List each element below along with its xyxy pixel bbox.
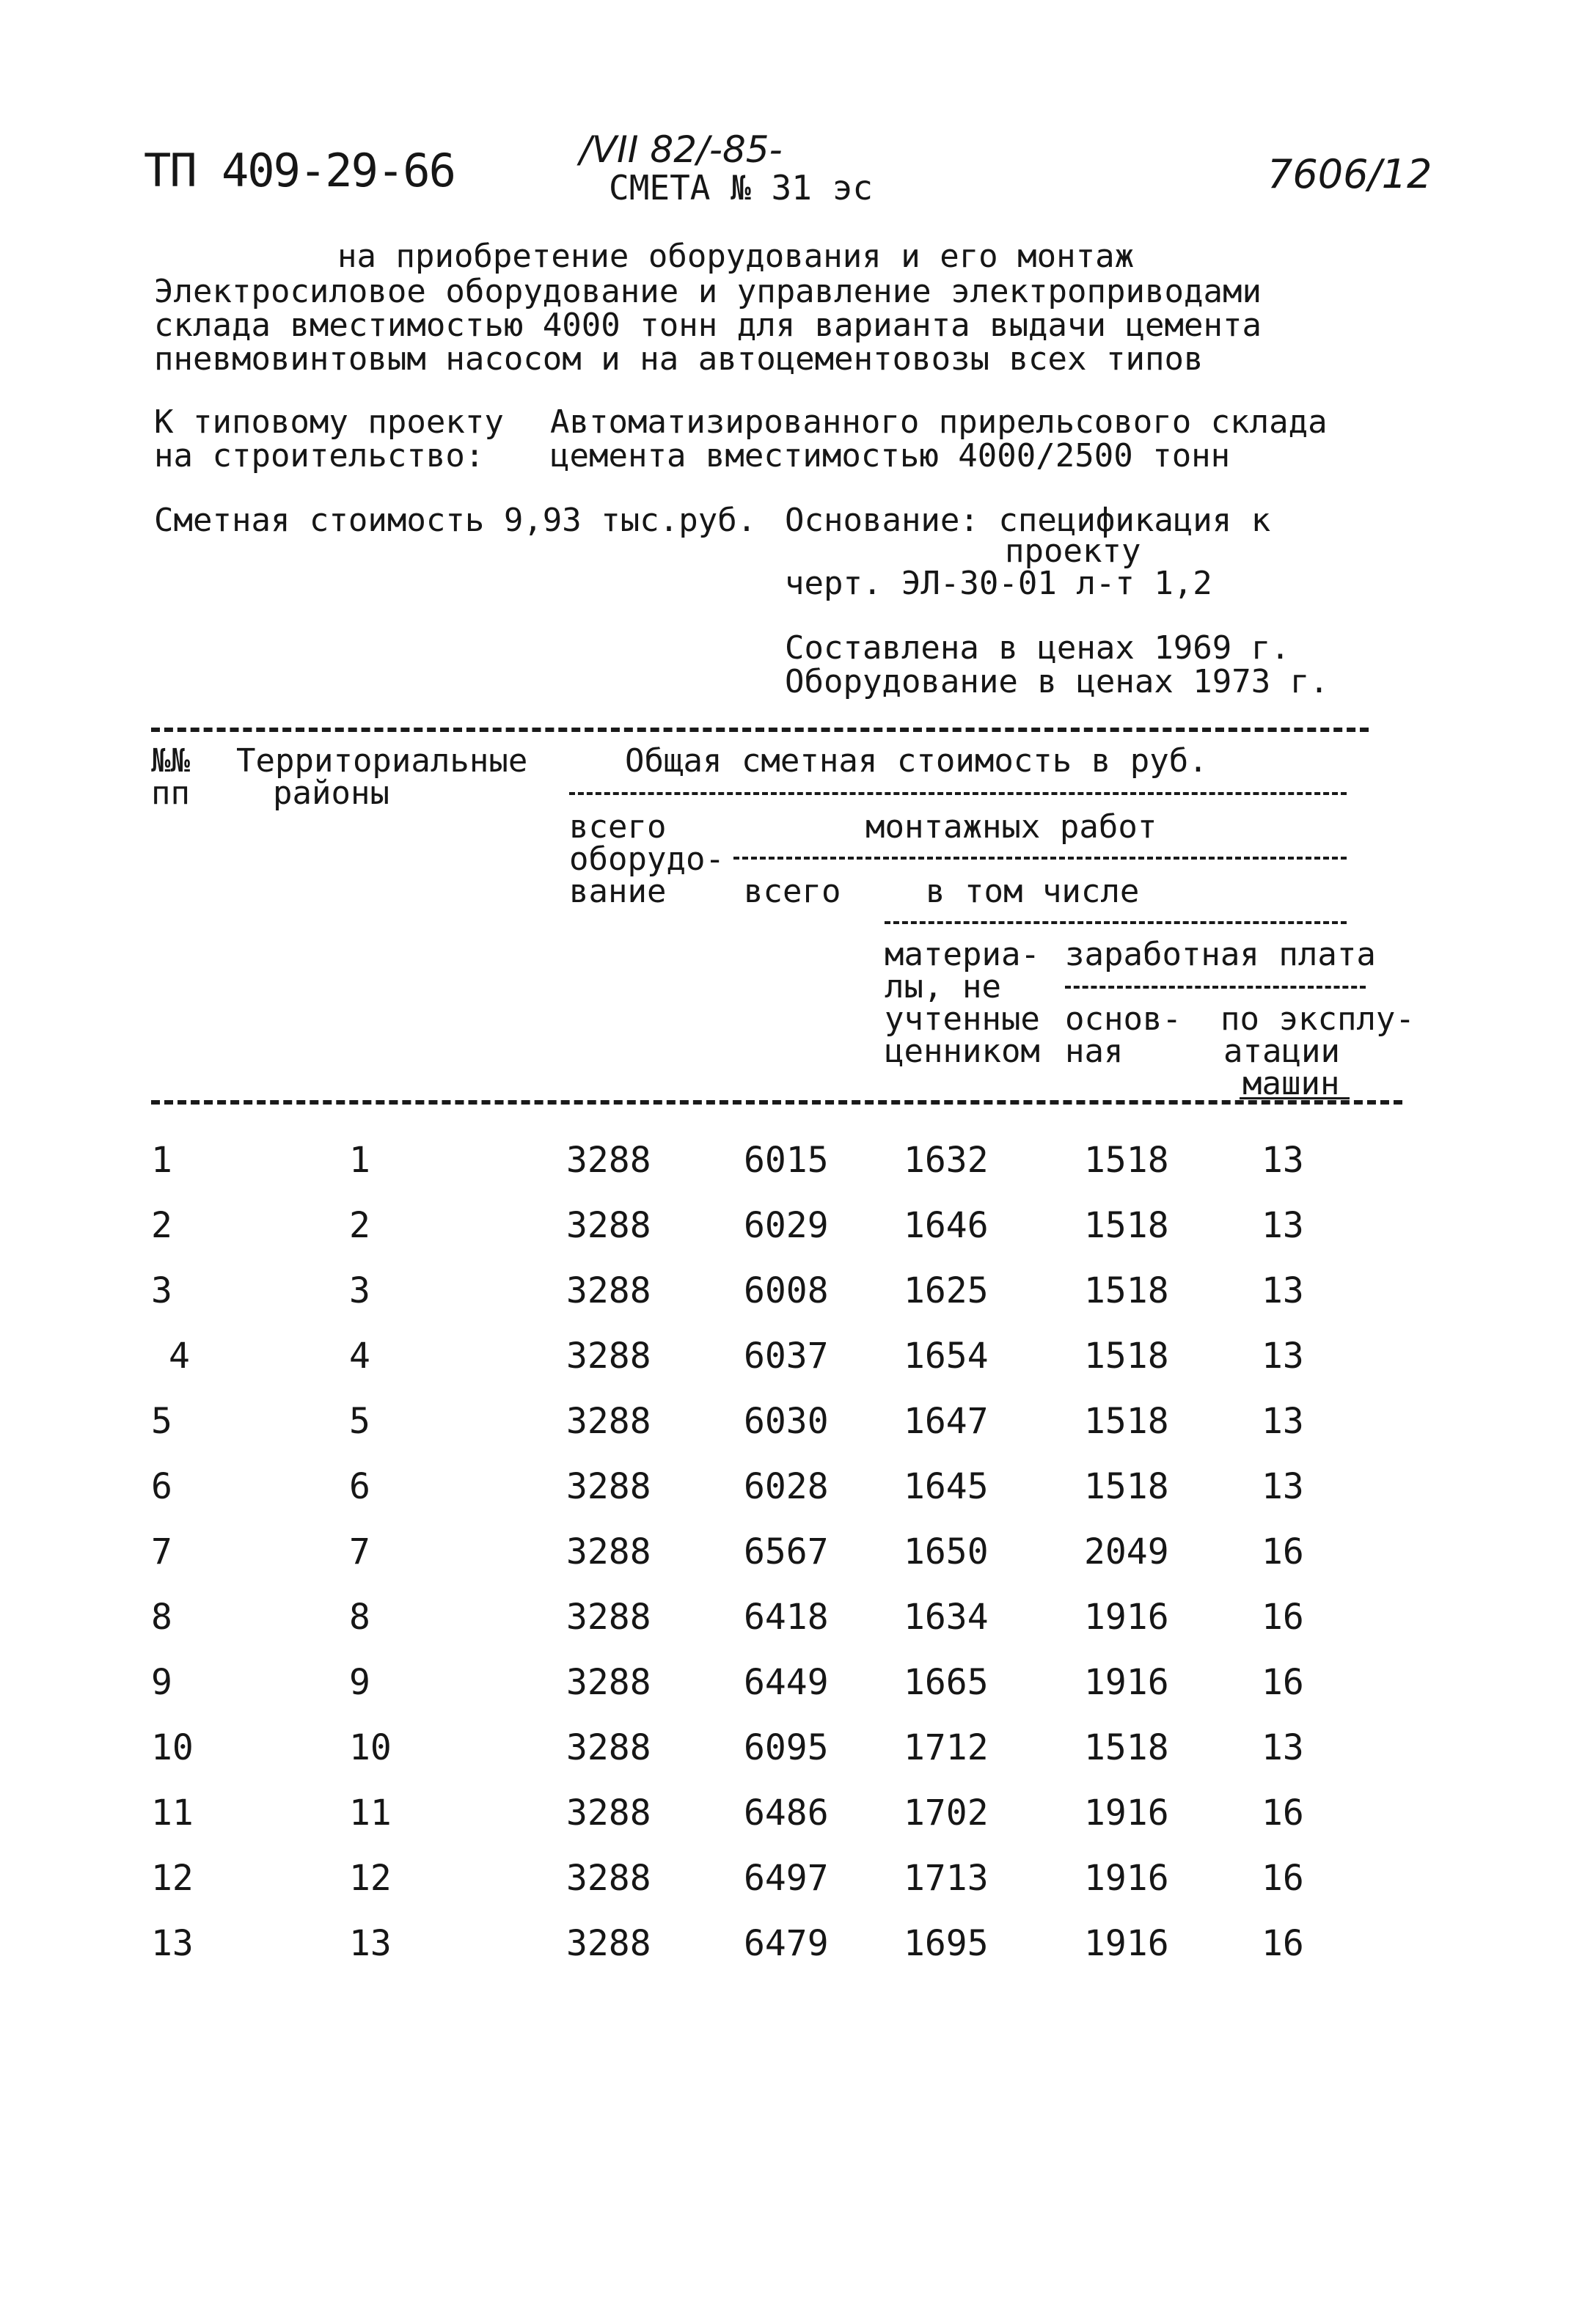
header-basic-1: основ- xyxy=(1065,1000,1182,1038)
cell-equipment: 3288 xyxy=(566,1597,651,1638)
cell-number: 6 xyxy=(151,1466,172,1507)
header-equip-3: вание xyxy=(569,873,667,910)
purpose-line-1: на приобретение оборудования и его монтаж xyxy=(337,238,1135,275)
cell-number: 11 xyxy=(151,1792,194,1834)
cell-region: 4 xyxy=(349,1336,370,1377)
purpose-line-2: Электросиловое оборудование и управление электроприводами xyxy=(154,273,1262,310)
header-num-1: №№ xyxy=(151,742,190,780)
header-incl: в том числе xyxy=(926,873,1140,910)
prices-line-1: Составлена в ценах 1969 г. xyxy=(785,629,1290,667)
cell-basic-salary: 1916 xyxy=(1084,1792,1169,1834)
cell-equipment: 3288 xyxy=(566,1923,651,1964)
cell-equipment: 3288 xyxy=(566,1531,651,1572)
cell-region: 10 xyxy=(349,1727,392,1768)
cell-mount-total: 6029 xyxy=(744,1205,829,1246)
project-label-2: на строительство: xyxy=(154,437,485,475)
cell-materials: 1712 xyxy=(904,1727,989,1768)
header-mount-total: всего xyxy=(744,873,841,910)
cell-basic-salary: 1916 xyxy=(1084,1858,1169,1899)
cell-materials: 1625 xyxy=(904,1270,989,1311)
cell-region: 11 xyxy=(349,1792,392,1834)
cell-machine-salary: 13 xyxy=(1262,1401,1304,1442)
cell-machine-salary: 13 xyxy=(1262,1727,1304,1768)
cell-equipment: 3288 xyxy=(566,1401,651,1442)
cell-machine-salary: 16 xyxy=(1262,1662,1304,1703)
cell-equipment: 3288 xyxy=(566,1858,651,1899)
cell-materials: 1647 xyxy=(904,1401,989,1442)
table-header-bottom-rule xyxy=(151,1100,1402,1105)
handwritten-reference: /VII 82/-85- xyxy=(579,128,783,171)
purpose-line-4: пневмовинтовым насосом и на автоцементовозы всех типов xyxy=(154,340,1204,378)
purpose-line-3: склада вместимостью 4000 тонн для варианта выдачи цемента xyxy=(154,307,1262,344)
table-top-rule xyxy=(151,728,1369,732)
cell-materials: 1634 xyxy=(904,1597,989,1638)
cell-number: 4 xyxy=(169,1336,190,1377)
smeta-title: СМЕТА № 31 эс xyxy=(609,168,874,208)
header-num-2: пп xyxy=(151,774,190,812)
cell-number: 13 xyxy=(151,1923,194,1964)
cell-region: 5 xyxy=(349,1401,370,1442)
cell-machine-salary: 13 xyxy=(1262,1270,1304,1311)
cell-region: 8 xyxy=(349,1597,370,1638)
cell-mount-total: 6028 xyxy=(744,1466,829,1507)
header-total-cost: Общая сметная стоимость в руб. xyxy=(625,742,1208,780)
cell-basic-salary: 1518 xyxy=(1084,1270,1169,1311)
cell-materials: 1654 xyxy=(904,1336,989,1377)
header-rule-total xyxy=(569,792,1347,795)
cell-number: 5 xyxy=(151,1401,172,1442)
cell-machine-salary: 16 xyxy=(1262,1792,1304,1834)
cell-basic-salary: 2049 xyxy=(1084,1531,1169,1572)
cell-basic-salary: 1518 xyxy=(1084,1140,1169,1181)
cell-basic-salary: 1916 xyxy=(1084,1662,1169,1703)
cell-mount-total: 6095 xyxy=(744,1727,829,1768)
header-mat-1: материа- xyxy=(885,936,1040,973)
header-basic-2: ная xyxy=(1065,1033,1124,1070)
header-machine-1: по эксплу- xyxy=(1220,1000,1415,1038)
tp-code: ТП 409-29-66 xyxy=(144,144,455,197)
cell-equipment: 3288 xyxy=(566,1270,651,1311)
cell-machine-salary: 13 xyxy=(1262,1140,1304,1181)
cell-mount-total: 6418 xyxy=(744,1597,829,1638)
header-mat-4: ценником xyxy=(885,1033,1040,1070)
cell-number: 2 xyxy=(151,1205,172,1246)
basis-line-2: проекту xyxy=(1005,532,1141,570)
header-equip-2: оборудо- xyxy=(569,840,725,878)
cell-region: 12 xyxy=(349,1858,392,1899)
cell-region: 13 xyxy=(349,1923,392,1964)
cell-materials: 1632 xyxy=(904,1140,989,1181)
cell-region: 9 xyxy=(349,1662,370,1703)
cell-equipment: 3288 xyxy=(566,1336,651,1377)
cell-region: 3 xyxy=(349,1270,370,1311)
cell-number: 12 xyxy=(151,1858,194,1899)
cell-equipment: 3288 xyxy=(566,1140,651,1181)
cell-materials: 1695 xyxy=(904,1923,989,1964)
cell-region: 6 xyxy=(349,1466,370,1507)
cell-machine-salary: 16 xyxy=(1262,1531,1304,1572)
estimated-cost: Сметная стоимость 9,93 тыс.руб. xyxy=(154,502,757,539)
basis-line-3: черт. ЭЛ-30-01 л-т 1,2 xyxy=(785,565,1212,602)
cell-basic-salary: 1518 xyxy=(1084,1401,1169,1442)
cell-mount-total: 6567 xyxy=(744,1531,829,1572)
prices-line-2: Оборудование в ценах 1973 г. xyxy=(785,663,1329,700)
cell-mount-total: 6030 xyxy=(744,1401,829,1442)
header-region-2: районы xyxy=(273,774,389,812)
cell-materials: 1702 xyxy=(904,1792,989,1834)
header-rule-salary xyxy=(1065,986,1366,989)
cell-region: 1 xyxy=(349,1140,370,1181)
header-region-1: Территориальные xyxy=(236,742,528,780)
header-equip-1: всего xyxy=(569,808,667,846)
cell-region: 2 xyxy=(349,1205,370,1246)
cell-machine-salary: 13 xyxy=(1262,1336,1304,1377)
cell-machine-salary: 13 xyxy=(1262,1466,1304,1507)
cell-materials: 1713 xyxy=(904,1858,989,1899)
cell-equipment: 3288 xyxy=(566,1792,651,1834)
cell-machine-salary: 16 xyxy=(1262,1858,1304,1899)
cell-equipment: 3288 xyxy=(566,1662,651,1703)
header-mat-3: учтенные xyxy=(885,1000,1040,1038)
header-machine-underline xyxy=(1240,1097,1350,1099)
header-machine-3: машин xyxy=(1242,1065,1340,1102)
cell-basic-salary: 1518 xyxy=(1084,1466,1169,1507)
header-salary: заработная плата xyxy=(1065,936,1376,973)
cell-mount-total: 6479 xyxy=(744,1923,829,1964)
cell-number: 7 xyxy=(151,1531,172,1572)
cell-materials: 1650 xyxy=(904,1531,989,1572)
cell-machine-salary: 16 xyxy=(1262,1923,1304,1964)
header-rule-incl xyxy=(885,921,1347,924)
cell-mount-total: 6015 xyxy=(744,1140,829,1181)
cell-equipment: 3288 xyxy=(566,1727,651,1768)
cell-mount-total: 6037 xyxy=(744,1336,829,1377)
cell-basic-salary: 1518 xyxy=(1084,1727,1169,1768)
cell-mount-total: 6008 xyxy=(744,1270,829,1311)
cell-number: 1 xyxy=(151,1140,172,1181)
cell-machine-salary: 16 xyxy=(1262,1597,1304,1638)
project-value-2: цемента вместимостью 4000/2500 тонн xyxy=(550,437,1231,475)
basis-line-1: Основание: спецификация к xyxy=(785,502,1271,539)
cell-machine-salary: 13 xyxy=(1262,1205,1304,1246)
project-label-1: К типовому проекту xyxy=(154,403,504,441)
cell-basic-salary: 1916 xyxy=(1084,1597,1169,1638)
cell-materials: 1646 xyxy=(904,1205,989,1246)
cell-number: 10 xyxy=(151,1727,194,1768)
cell-equipment: 3288 xyxy=(566,1466,651,1507)
cell-materials: 1645 xyxy=(904,1466,989,1507)
cell-number: 8 xyxy=(151,1597,172,1638)
header-machine-2: атации xyxy=(1223,1033,1340,1070)
header-mat-2: лы, не xyxy=(885,968,1001,1006)
cell-region: 7 xyxy=(349,1531,370,1572)
cell-basic-salary: 1916 xyxy=(1084,1923,1169,1964)
cell-basic-salary: 1518 xyxy=(1084,1336,1169,1377)
cell-number: 9 xyxy=(151,1662,172,1703)
header-mount: монтажных работ xyxy=(865,808,1157,846)
project-value-1: Автоматизированного прирельсового склада xyxy=(550,403,1328,441)
cell-basic-salary: 1518 xyxy=(1084,1205,1169,1246)
cell-number: 3 xyxy=(151,1270,172,1311)
cell-mount-total: 6497 xyxy=(744,1858,829,1899)
cell-mount-total: 6449 xyxy=(744,1662,829,1703)
cell-materials: 1665 xyxy=(904,1662,989,1703)
cell-mount-total: 6486 xyxy=(744,1792,829,1834)
cell-equipment: 3288 xyxy=(566,1205,651,1246)
header-rule-mount xyxy=(733,857,1347,860)
sheet-number: 7606/12 xyxy=(1267,151,1432,197)
